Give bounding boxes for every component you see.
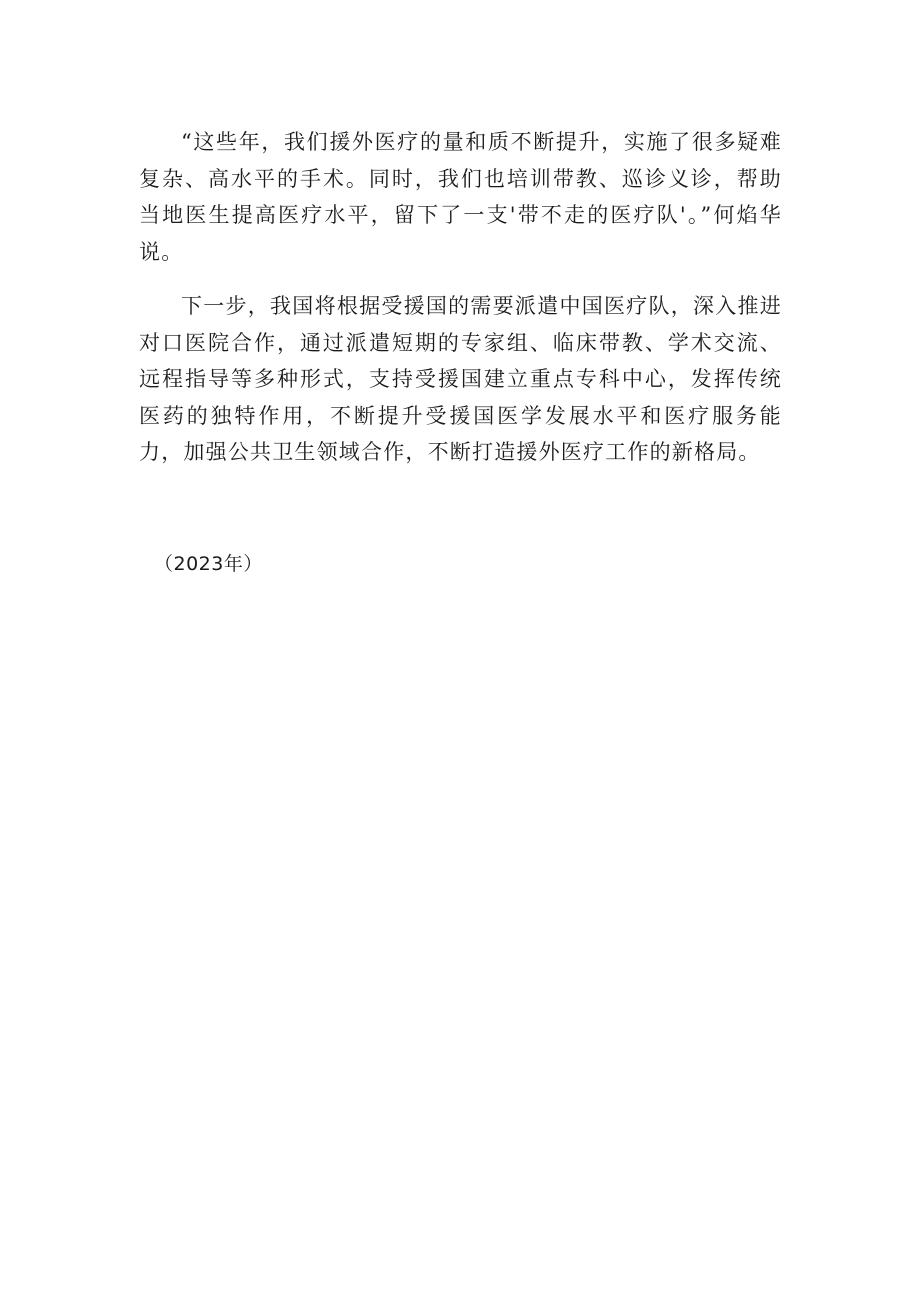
paragraph-next-steps: 下一步，我国将根据受援国的需要派遣中国医疗队，深入推进对口医院合作，通过派遣短期的专家组、临床带教、学术交流、远程指导等多种形式，支持受援国建立重点专科中心，发挥传统医药的独特作用，不断提升受援国医学发展水平和医疗服务能力，加强公共卫生领域合作，不断打造援外医疗工作的新格局。	[139, 294, 782, 464]
paragraph-quote: “这些年，我们援外医疗的量和质不断提升，实施了很多疑难复杂、高水平的手术。同时，我们也培训带教、巡诊义诊，帮助当地医生提高医疗水平，留下了一支'带不走的医疗队'。”何焰华说。	[139, 130, 782, 264]
document-body	[139, 124, 782, 489]
date-note: （2023年）	[154, 553, 263, 575]
